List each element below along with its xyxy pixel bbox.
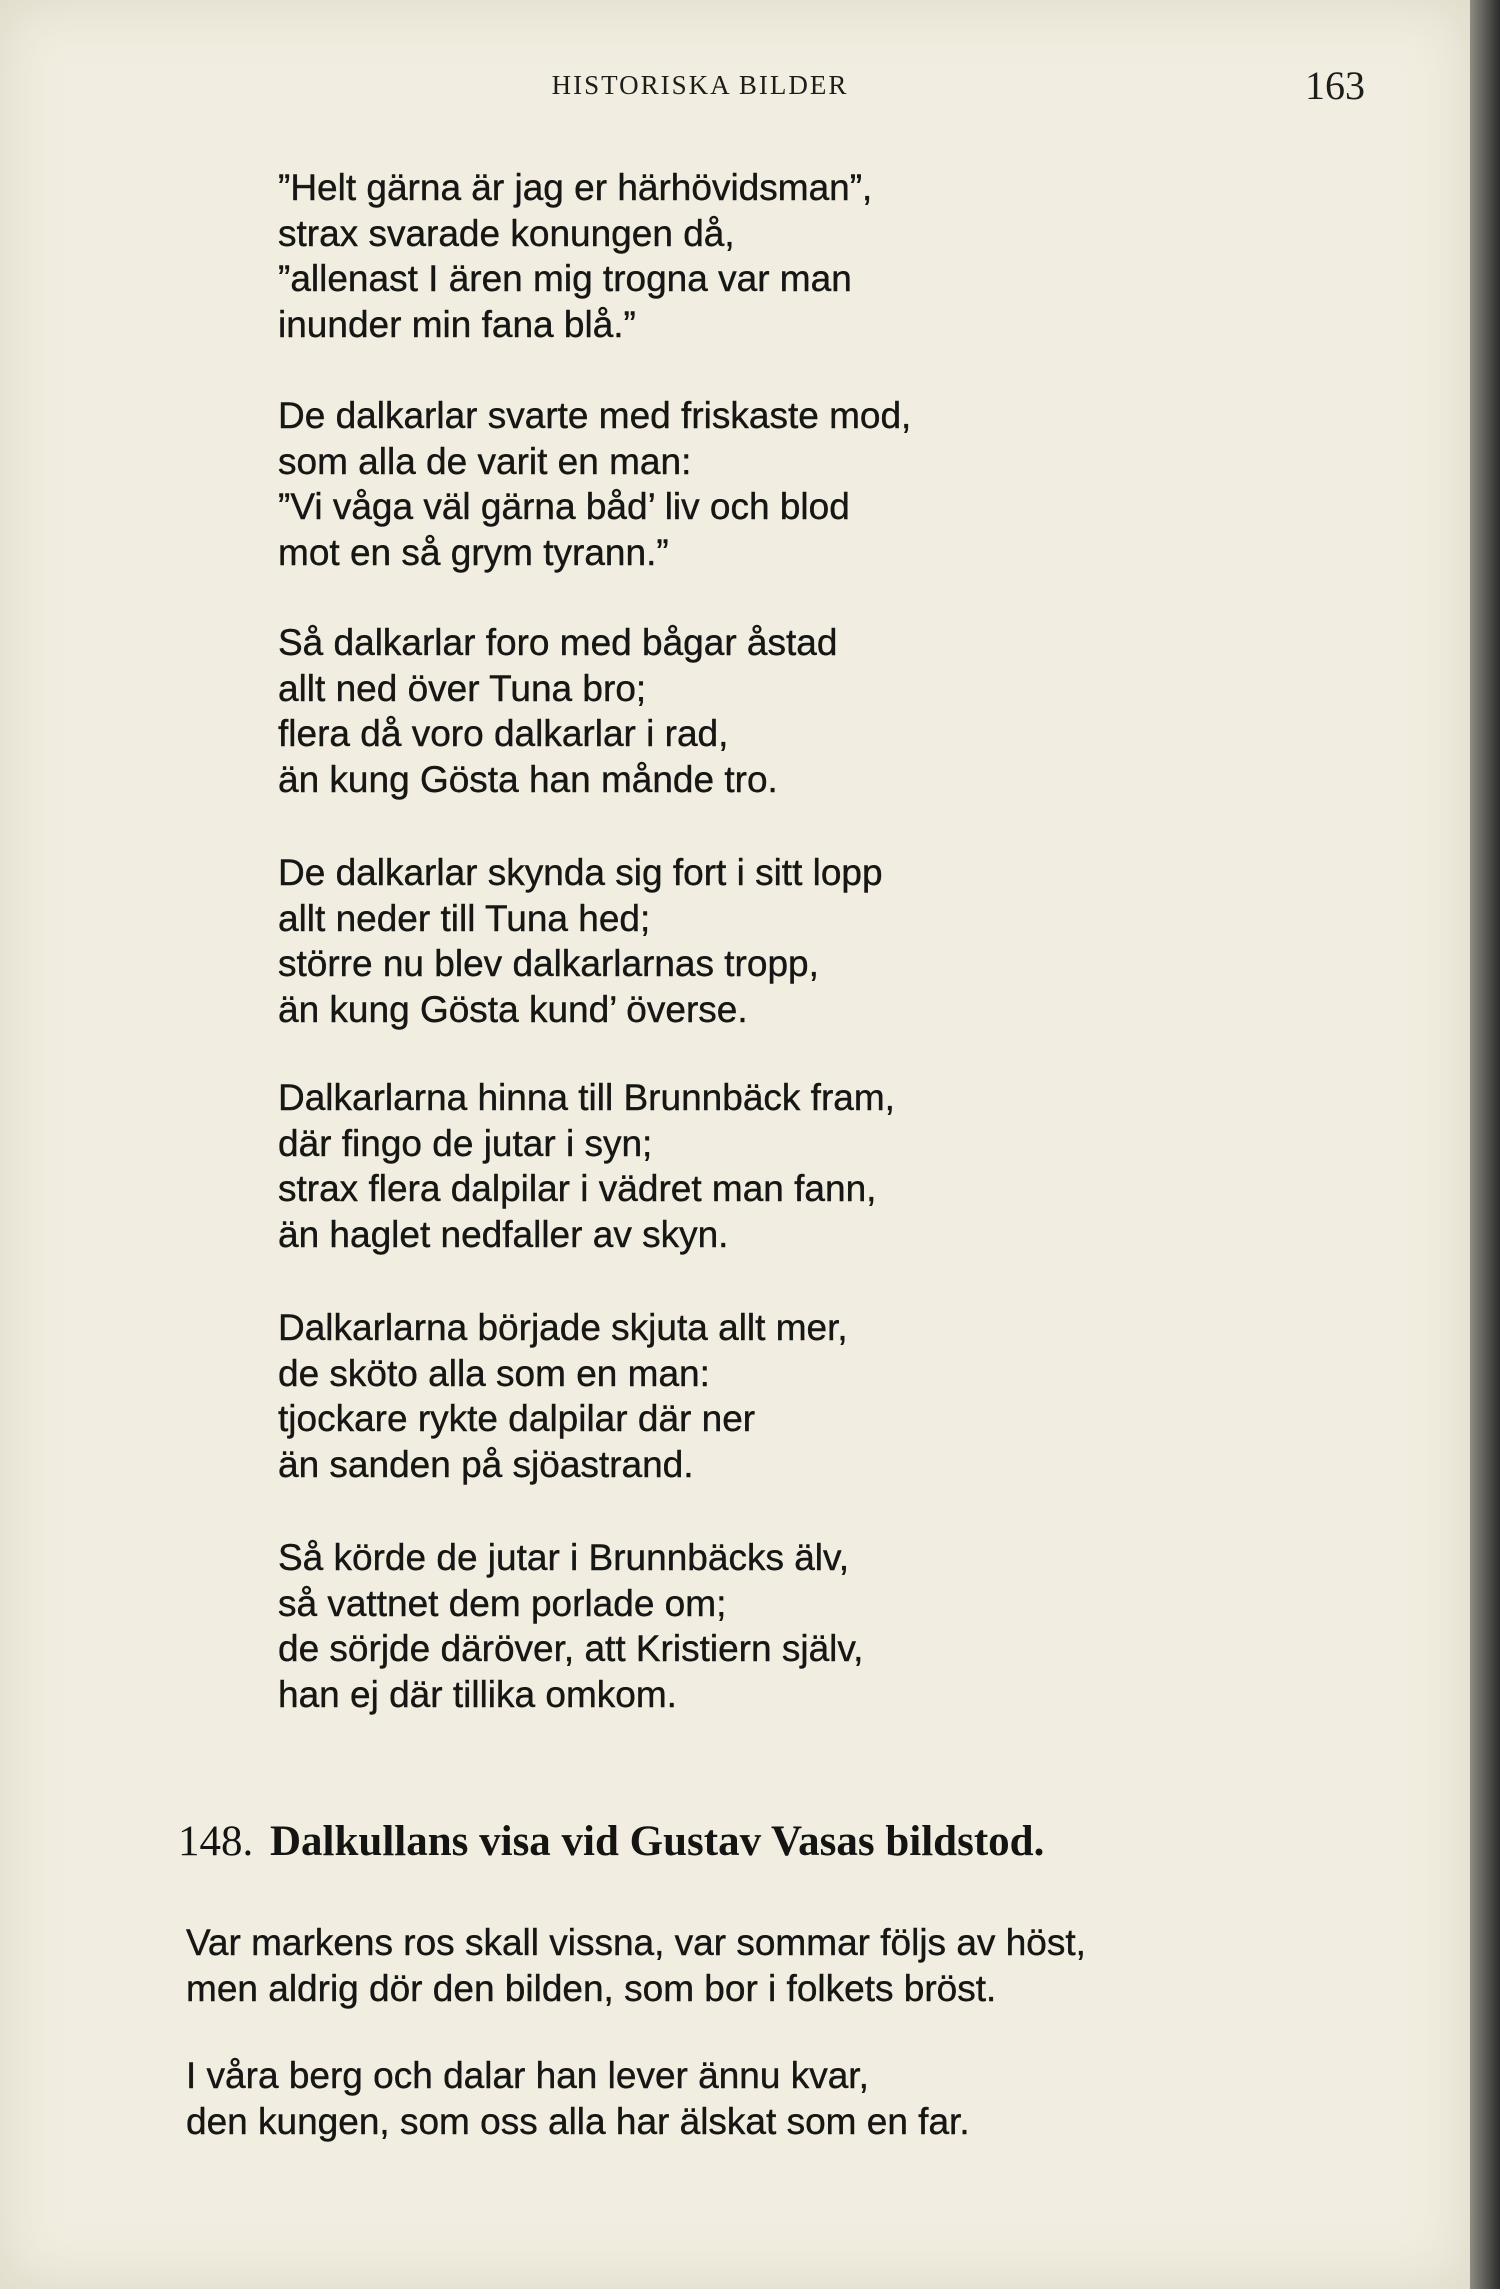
poem-line: större nu blev dalkarlarnas tropp, bbox=[278, 943, 819, 984]
poem-line: Så dalkarlar foro med bågar åstad bbox=[278, 622, 838, 663]
poem-line: där fingo de jutar i syn; bbox=[278, 1122, 653, 1164]
poem-line: allt ned över Tuna bro; bbox=[278, 667, 647, 709]
poem-line: än kung Gösta han månde tro. bbox=[278, 758, 778, 800]
poem-line: som alla de varit en man: bbox=[278, 440, 692, 482]
poem-line: allt neder till Tuna hed; bbox=[278, 897, 651, 939]
page-edge-shadow bbox=[1470, 0, 1500, 2289]
song-line: men aldrig dör den bilden, som bor i folkets bröst. bbox=[186, 1967, 997, 2009]
poem-line: de sköto alla som en man: bbox=[278, 1352, 710, 1394]
page-number: 163 bbox=[1305, 63, 1365, 108]
section-heading bbox=[178, 1817, 1378, 1866]
poem-line: Dalkarlarna hinna till Brunnbäck fram, bbox=[278, 1077, 895, 1118]
poem-line: han ej där tillika omkom. bbox=[278, 1673, 677, 1715]
song-stanza-2 bbox=[186, 2053, 1336, 2144]
poem-line: flera då voro dalkarlar i rad, bbox=[278, 713, 729, 754]
poem-stanza-3 bbox=[278, 620, 1278, 802]
song-stanza-1 bbox=[186, 1920, 1336, 2011]
song-line: I våra berg och dalar han lever ännu kvar, bbox=[186, 2055, 869, 2096]
poem-line: de sörjde däröver, att Kristiern själv, bbox=[278, 1628, 864, 1669]
poem-line: ”allenast I ären mig trogna var man bbox=[278, 258, 852, 299]
poem-stanza-5 bbox=[278, 1075, 1278, 1257]
song-line: den kungen, som oss alla har älskat som en far. bbox=[186, 2100, 970, 2142]
poem-line: De dalkarlar skynda sig fort i sitt lopp bbox=[278, 852, 883, 893]
poem-line: Så körde de jutar i Brunnbäcks älv, bbox=[278, 1537, 850, 1578]
poem-line: mot en så grym tyrann.” bbox=[278, 531, 669, 573]
song-line: Var markens ros skall vissna, var sommar följs av höst, bbox=[186, 1922, 1086, 1963]
poem-line: ”Vi våga väl gärna båd’ liv och blod bbox=[278, 486, 850, 527]
poem-stanza-1 bbox=[278, 165, 1278, 347]
running-head: HISTORISKA BILDER bbox=[551, 70, 849, 100]
poem-stanza-2 bbox=[278, 393, 1278, 575]
section-title: Dalkullans visa vid Gustav Vasas bildstod. bbox=[270, 1818, 1045, 1865]
poem-line: än haglet nedfaller av skyn. bbox=[278, 1213, 729, 1255]
poem-line: Dalkarlarna började skjuta allt mer, bbox=[278, 1307, 848, 1348]
poem-line: så vattnet dem porlade om; bbox=[278, 1582, 727, 1624]
poem-stanza-6 bbox=[278, 1305, 1278, 1487]
poem-line: ”Helt gärna är jag er härhövidsman”, bbox=[278, 167, 873, 208]
poem-stanza-7 bbox=[278, 1535, 1278, 1717]
section-number: 148. bbox=[178, 1818, 254, 1865]
poem-line: tjockare rykte dalpilar där ner bbox=[278, 1398, 756, 1439]
poem-line: inunder min fana blå.” bbox=[278, 303, 636, 345]
poem-line: strax svarade konungen då, bbox=[278, 212, 735, 254]
poem-stanza-4 bbox=[278, 850, 1278, 1032]
poem-line: än sanden på sjöastrand. bbox=[278, 1443, 694, 1485]
poem-line: än kung Gösta kund’ överse. bbox=[278, 988, 748, 1030]
poem-line: strax flera dalpilar i vädret man fann, bbox=[278, 1168, 877, 1209]
poem-line: De dalkarlar svarte med friskaste mod, bbox=[278, 395, 912, 436]
